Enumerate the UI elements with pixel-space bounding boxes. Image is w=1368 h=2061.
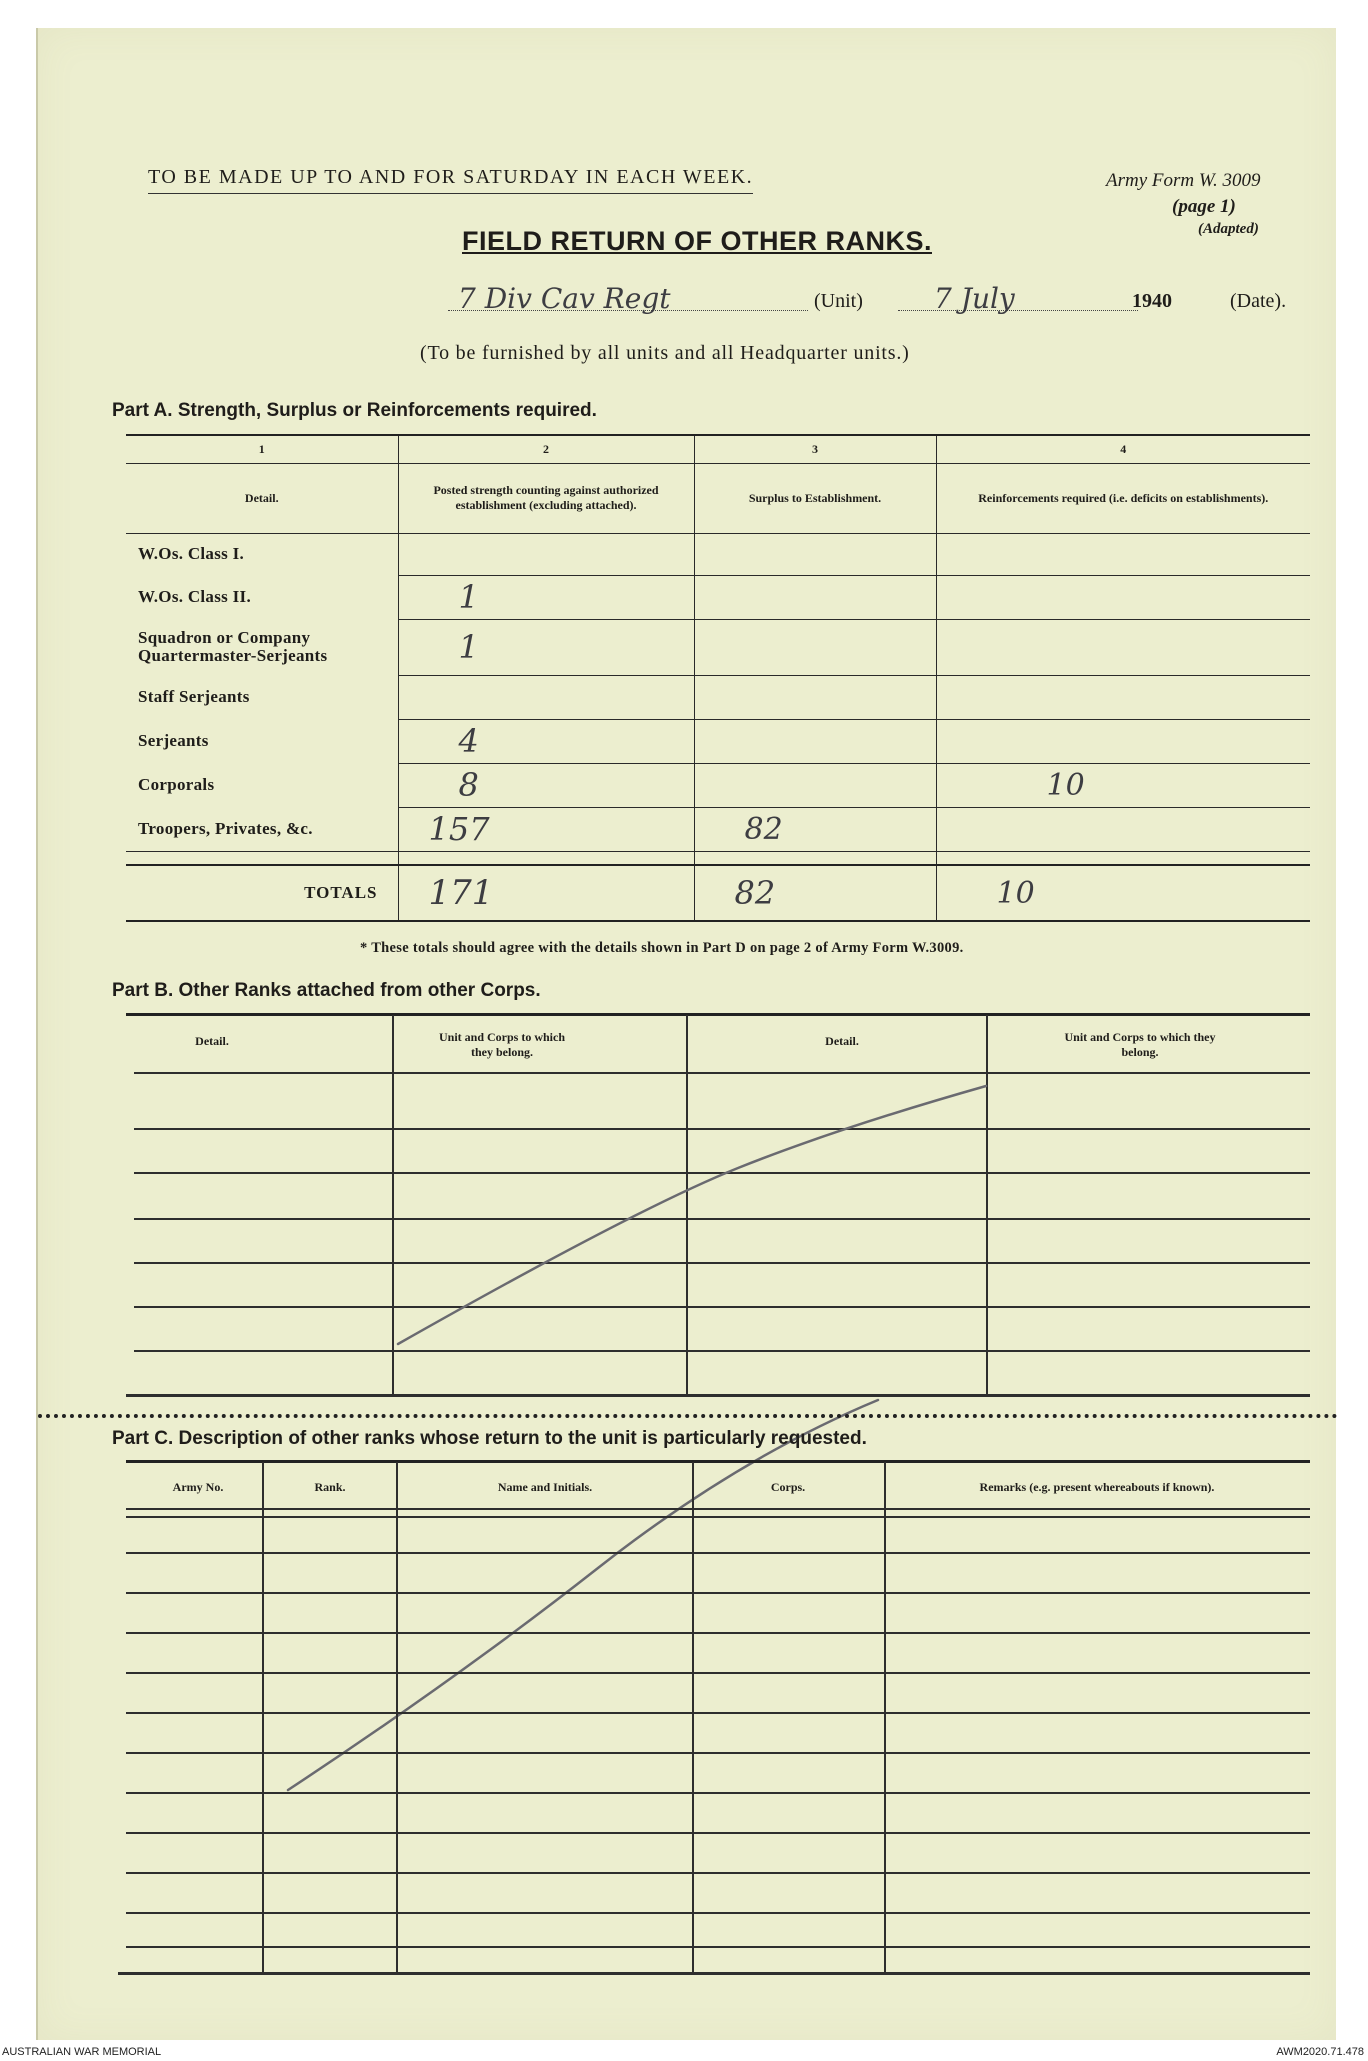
form-title: FIELD RETURN OF OTHER RANKS. — [462, 226, 932, 256]
part-b-header-detail-1: Detail. — [195, 1034, 229, 1048]
col-number-2: 2 — [398, 435, 694, 463]
col-number-1: 1 — [126, 435, 398, 463]
unit-label: (Unit) — [814, 290, 863, 312]
furnish-note: (To be furnished by all units and all Headquarter units.) — [420, 342, 910, 364]
header-surplus: Surplus to Establishment. — [694, 463, 936, 533]
part-c-header-rank: Rank. — [314, 1480, 346, 1494]
header-detail: Detail. — [126, 463, 398, 533]
row-label: Serjeants — [126, 719, 398, 763]
part-a-footnote: * These totals should agree with the details shown in Part D on page 2 of Army Form W.3009. — [360, 940, 964, 956]
row-label: Staff Serjeants — [126, 675, 398, 719]
perforation-line — [38, 1414, 1338, 1418]
top-instruction: TO BE MADE UP TO AND FOR SATURDAY IN EACH WEEK. — [148, 166, 753, 194]
footer-left: AUSTRALIAN WAR MEMORIAL — [2, 2046, 162, 2058]
header-posted-strength: Posted strength counting against authorized establishment (excluding attached). — [398, 463, 694, 533]
part-b-header-unit-1: Unit and Corps to which they belong. — [438, 1030, 566, 1059]
part-c-header-remarks: Remarks (e.g. present whereabouts if known). — [979, 1480, 1215, 1494]
form-page: (page 1) — [1172, 195, 1236, 217]
surplus-value: 82 — [694, 807, 936, 851]
posted-value: 1 — [398, 619, 694, 675]
unit-handwritten: 7 Div Cav Regt — [458, 282, 671, 315]
row-label: Squadron or Company Quartermaster-Serjeants — [126, 619, 398, 675]
date-handwritten: 7 July — [934, 282, 1015, 315]
posted-value: 157 — [398, 807, 694, 851]
part-b-heading: Part B. Other Ranks attached from other Corps. — [112, 980, 541, 1001]
part-c-header-corps: Corps. — [770, 1480, 806, 1494]
part-c-strike-line — [288, 1400, 878, 1790]
form-paper — [36, 28, 1336, 2040]
part-b-header-unit-2: Unit and Corps to which they belong. — [1064, 1030, 1216, 1059]
form-number: Army Form W. 3009 — [1106, 170, 1261, 191]
part-c-heading: Part C. Description of other ranks whose return to the unit is particularly requested. — [112, 1428, 867, 1449]
reinf-value: 10 — [936, 763, 1310, 807]
part-b-header-detail-2: Detail. — [825, 1034, 859, 1048]
form-adapted: (Adapted) — [1198, 221, 1259, 238]
row-label: W.Os. Class II. — [126, 575, 398, 619]
total-reinf: 10 — [936, 865, 1310, 921]
part-c-header-army-no: Army No. — [172, 1480, 224, 1494]
date-label: (Date). — [1230, 290, 1287, 312]
col-number-4: 4 — [936, 435, 1310, 463]
total-posted: 171 — [398, 865, 694, 921]
col-number-3: 3 — [694, 435, 936, 463]
posted-value: 8 — [398, 763, 694, 807]
strike-through-marks — [38, 28, 1338, 2040]
part-a-heading: Part A. Strength, Surplus or Reinforcements required. — [112, 400, 597, 421]
footer-right: AWM2020.71.478 — [1276, 2046, 1364, 2058]
posted-value: 1 — [398, 575, 694, 619]
total-surplus: 82 — [694, 865, 936, 921]
totals-label: TOTALS — [126, 865, 398, 921]
year: 1940 — [1132, 290, 1172, 312]
header-reinforcements: Reinforcements required (i.e. deficits on establishments). — [936, 463, 1310, 533]
posted-value: 4 — [398, 719, 694, 763]
row-label: Troopers, Privates, &c. — [126, 807, 398, 851]
part-c-header-name: Name and Initials. — [497, 1480, 593, 1494]
row-label: W.Os. Class I. — [126, 533, 398, 575]
part-b-strike-line — [398, 1086, 986, 1344]
row-label: Corporals — [126, 763, 398, 807]
part-c-top-rule — [126, 1460, 1310, 1463]
